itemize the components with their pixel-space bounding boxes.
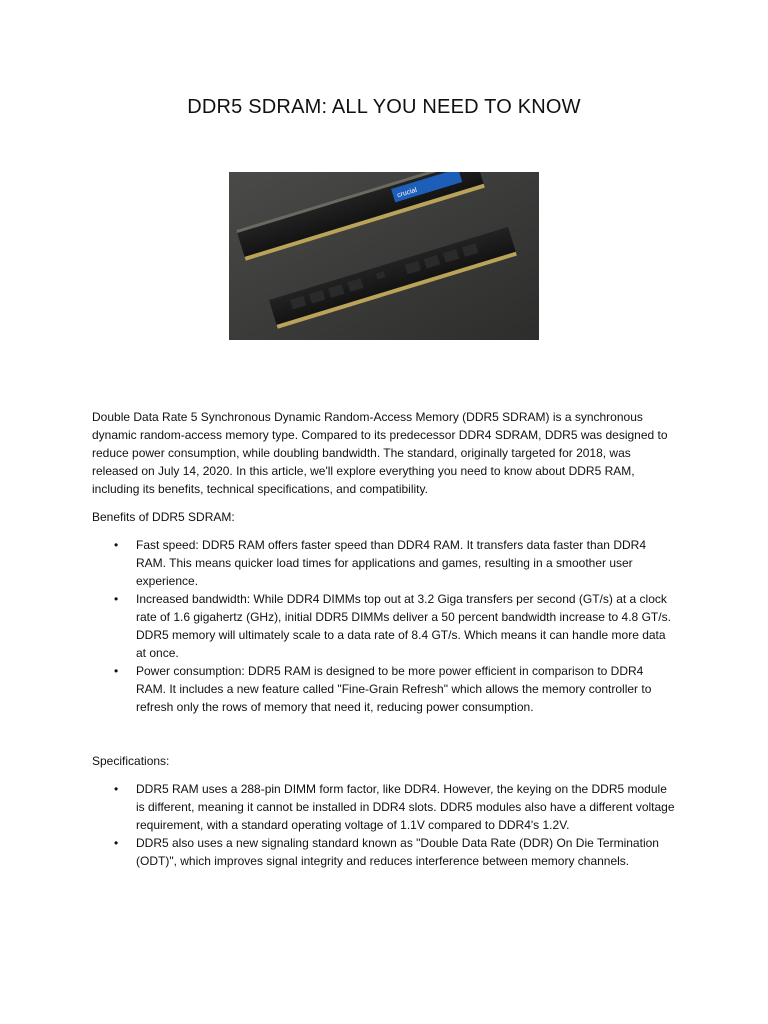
list-item: • Power consumption: DDR5 RAM is designed to be more power efficient in comparison to DDR4 RAM. It includes a new feature called "Fine-Grain Refresh" which allows the memory controller to refresh only the rows of memory that need it, reducing power consumption. <box>114 664 652 714</box>
bullet-icon: • <box>114 836 119 850</box>
module-label: crucial <box>396 186 418 200</box>
benefits-heading: Benefits of DDR5 SDRAM: <box>92 510 235 524</box>
bullet-icon: • <box>114 782 119 796</box>
article-body <box>92 408 676 870</box>
list-item: • Fast speed: DDR5 RAM offers faster speed than DDR4 RAM. It transfers data faster than DDR4 RAM. This means quicker load times for applications and games, resulting in a smoother user experience. <box>114 538 646 588</box>
list-item: • DDR5 also uses a new signaling standard known as "Double Data Rate (DDR) On Die Termination (ODT)", which improves signal integrity and reduces interference between memory channels. <box>114 836 659 868</box>
intro-paragraph: Double Data Rate 5 Synchronous Dynamic Random-Access Memory (DDR5 SDRAM) is a synchronous dynamic random-access memory type. Compared to its predecessor DDR4 SDRAM, DDR5 was designed to reduce power consumption, while doubling bandwidth. The standard, originally targeted for 2018, was released on July 14, 2020. In this article, we'll explore everything you need to know about DDR5 RAM, including its benefits, technical specifications, and compatibility. <box>92 410 668 496</box>
bullet-icon: • <box>114 538 119 552</box>
ddr5-memory-photo <box>229 172 539 340</box>
specifications-heading: Specifications: <box>92 754 170 768</box>
page-title: DDR5 SDRAM: ALL YOU NEED TO KNOW <box>187 96 581 118</box>
bullet-icon: • <box>114 664 119 678</box>
specifications-list <box>92 780 676 870</box>
benefits-list <box>92 536 676 716</box>
list-item: • DDR5 RAM uses a 288-pin DIMM form factor, like DDR4. However, the keying on the DDR5 module is different, meaning it cannot be installed in DDR4 slots. DDR5 modules also have a different voltage requirement, with a standard operating voltage of 1.1V compared to DDR4's 1.2V. <box>114 782 675 832</box>
list-item: • Increased bandwidth: While DDR4 DIMMs top out at 3.2 Giga transfers per second (GT/s) at a clock rate of 1.6 gigahertz (GHz), initial DDR5 DIMMs deliver a 50 percent bandwidth increase to 4.8 GT/s. DDR5 memory will ultimately scale to a data rate of 8.4 GT/s. Which means it can handle more data at once. <box>114 592 671 660</box>
bullet-icon: • <box>114 592 119 606</box>
